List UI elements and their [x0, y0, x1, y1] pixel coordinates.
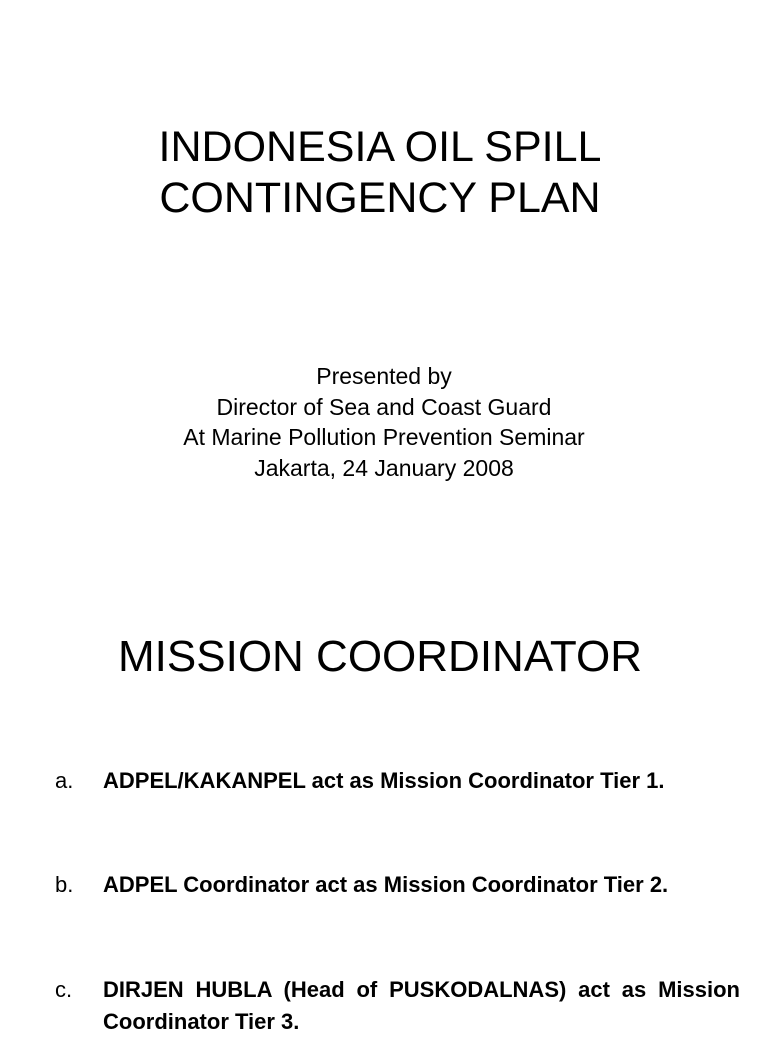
presenter-name: Director of Sea and Coast Guard	[216, 393, 552, 420]
section-title: MISSION COORDINATOR	[118, 632, 642, 681]
list-item-marker: c.	[55, 977, 73, 1002]
list-item-marker: a.	[55, 768, 74, 793]
event-name: At Marine Pollution Prevention Seminar	[183, 424, 585, 450]
presented-by-label: Presented by	[316, 363, 452, 389]
list-item-text: ADPEL Coordinator act as Mission Coordinator Tier 2.	[103, 872, 669, 897]
list-item-marker: b.	[55, 872, 74, 897]
list-item-text: DIRJEN HUBLA (Head of PUSKODALNAS) act as Mission Coordinator Tier 3.	[103, 977, 740, 1034]
list-item	[55, 765, 740, 797]
document-title-line-2: CONTINGENCY PLAN	[159, 174, 601, 222]
presenter-block	[0, 361, 768, 483]
list-item-text: ADPEL/KAKANPEL act as Mission Coordinator Tier 1.	[103, 768, 665, 793]
document-title	[0, 122, 760, 224]
event-location-date: Jakarta, 24 January 2008	[254, 454, 514, 481]
list-item	[55, 974, 740, 1038]
document-title-line-1: INDONESIA OIL SPILL	[158, 123, 602, 171]
list-item	[55, 869, 740, 901]
